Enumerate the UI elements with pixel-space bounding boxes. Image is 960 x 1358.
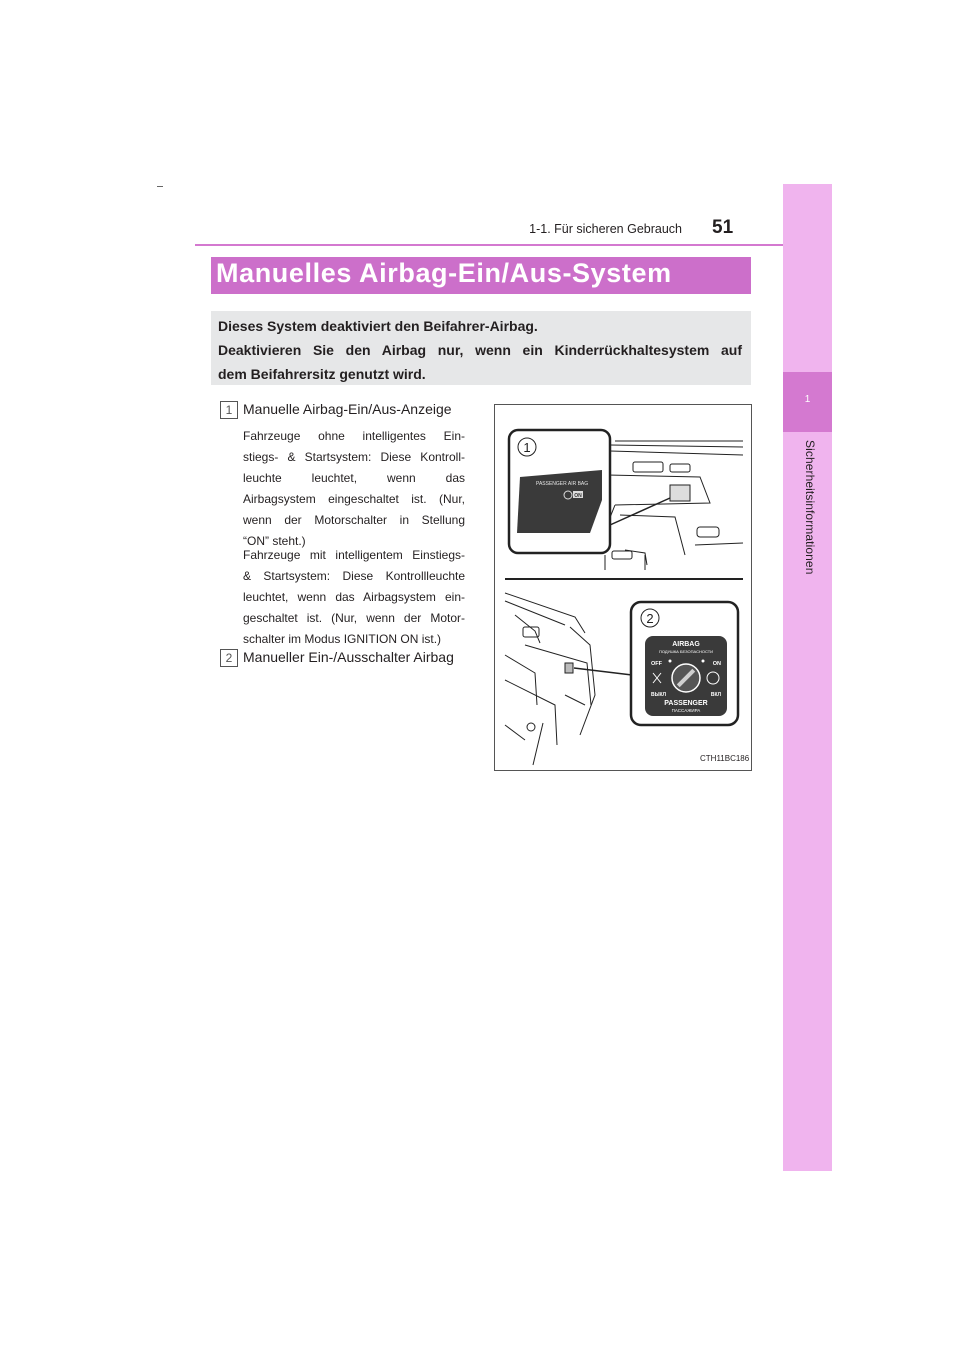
dashboard-upper-drawing <box>605 441 743 570</box>
switch-top-label: AIRBAG <box>672 641 700 648</box>
text-line: schalter im Modus IGNITION ON ist.) <box>243 632 442 646</box>
callout-2-number: 2 <box>646 611 654 626</box>
chapter-label: Sicherheitsinformationen <box>803 440 817 575</box>
section-title: 1-1. Für sicheren Gebrauch <box>529 222 682 236</box>
item-number-1: 1 <box>220 401 238 419</box>
text-line: & Startsystem: Diese Kontrollleuchte <box>243 569 465 583</box>
page-number: 51 <box>712 217 734 238</box>
summary-line: Deaktivieren Sie den Airbag nur, wenn ein Kinderrückhaltesystem auf <box>218 342 742 358</box>
chapter-number: 1 <box>804 394 811 405</box>
text-line: “ON” steht.) <box>243 534 306 548</box>
text-line: Fahrzeuge mit intelligentem Einstiegs- <box>243 548 465 562</box>
text-line: geschaltet ist. (Nur, wenn der Motor- <box>243 611 465 625</box>
airbag-figure <box>494 404 752 771</box>
switch-bottom-label-ru: ПАССАЖИРА <box>671 708 701 713</box>
switch-on-label-ru: ВКЛ <box>710 692 721 698</box>
summary-line: dem Beifahrersitz genutzt wird. <box>218 366 426 382</box>
switch-top-label-ru: ПОДУШКА БЕЗОПАСНОСТИ <box>658 649 714 654</box>
switch-on-label: ON <box>712 661 721 667</box>
item-1-paragraph-1 <box>243 426 465 552</box>
dashboard-lower-drawing <box>505 593 595 765</box>
callout-2-frame <box>631 602 738 725</box>
text-line: wenn der Motorschalter in Stellung <box>243 513 465 527</box>
header-rule <box>195 244 832 246</box>
page-title: Manuelles Airbag-Ein/Aus-System <box>216 258 672 288</box>
text-line: leuchtet, wenn das Airbagsystem ein- <box>243 590 465 604</box>
callout-1-number: 1 <box>523 440 531 455</box>
text-line: Fahrzeuge ohne intelligentes Ein- <box>243 429 465 443</box>
header-tick <box>157 186 163 187</box>
summary-line: Dieses System deaktiviert den Beifahrer-Airbag. <box>218 318 538 334</box>
summary-text <box>218 314 742 386</box>
chapter-tab <box>783 184 832 1171</box>
item-label-1: Manuelle Airbag-Ein/Aus-Anzeige <box>243 401 452 417</box>
callout-1-frame <box>509 430 670 553</box>
indicator-label: PASSENGER AIR BAG <box>536 481 589 487</box>
switch-off-label: OFF <box>651 661 662 667</box>
text-line: Airbagsystem eingeschaltet ist. (Nur, <box>243 492 465 506</box>
item-label-2: Manueller Ein-/Ausschalter Airbag <box>243 649 454 665</box>
item-1-paragraph-2 <box>243 545 465 650</box>
indicator-on: ON <box>574 493 582 499</box>
text-line: stiegs- & Startsystem: Diese Kontroll- <box>243 450 465 464</box>
figure-code: CTH11BC186 <box>700 754 750 763</box>
switch-bottom-label: PASSENGER <box>664 700 708 707</box>
text-line: leuchte leuchtet, wenn das <box>243 471 465 485</box>
item-number-2: 2 <box>220 649 238 667</box>
airbag-illustration <box>495 405 751 770</box>
switch-off-label-ru: ВЫКЛ <box>651 692 667 698</box>
